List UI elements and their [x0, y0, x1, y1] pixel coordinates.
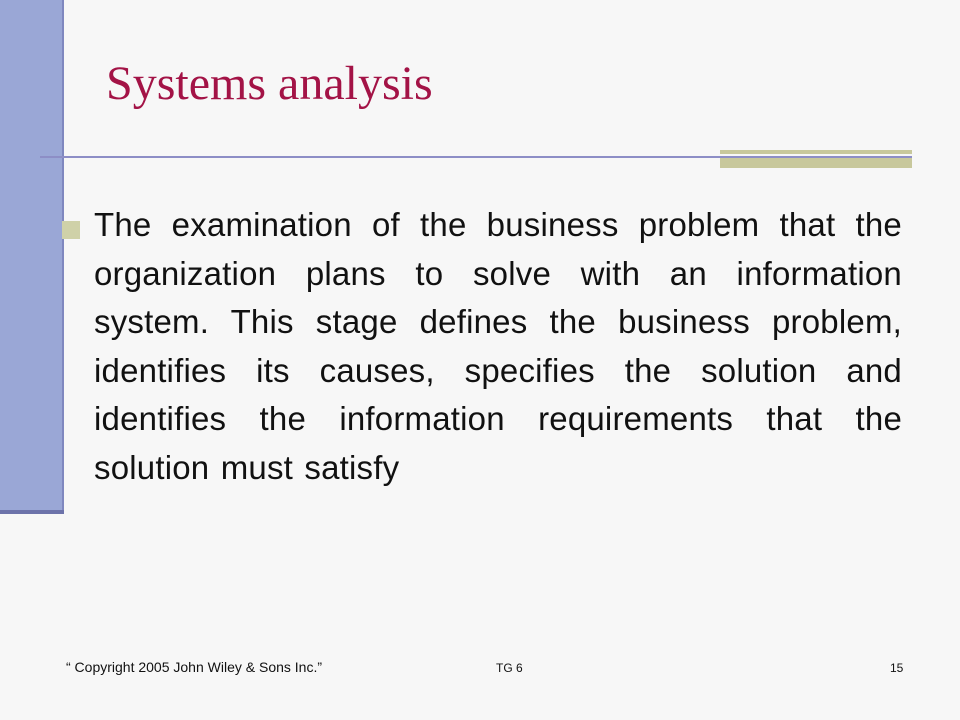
footer-copyright: “ Copyright 2005 John Wiley & Sons Inc.”	[66, 659, 323, 675]
bullet-item	[62, 201, 902, 492]
title-accent-bar-top	[720, 150, 912, 154]
slide-content	[62, 201, 902, 492]
title-accent-bar-bottom	[720, 158, 912, 168]
page-number: 15	[890, 661, 904, 675]
bullet-text: The examination of the business problem that the organization plans to solve with an information system. This stage defines the business problem, identifies its causes, specifies the solution and identifies the information requirements that the solution must satisfy	[94, 206, 902, 486]
slide-title: Systems analysis	[106, 57, 433, 110]
left-accent-band-shadow	[0, 510, 64, 514]
left-accent-band	[0, 0, 62, 510]
footer-code: TG 6	[496, 661, 523, 675]
square-bullet-icon	[62, 221, 80, 239]
